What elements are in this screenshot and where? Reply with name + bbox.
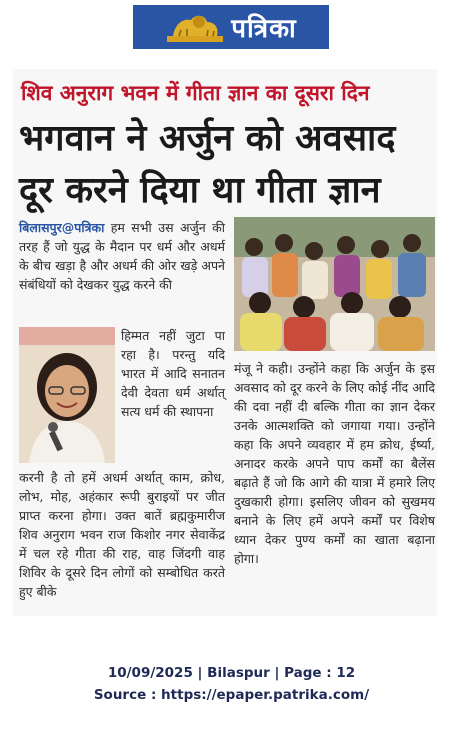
column-1-bottom: करनी है तो हमें अधर्म अर्थात् काम, क्रोध, लोभ, मोह, अहंकार रूपी बुराइयों पर जीत प्राप्त करना होगा। उक्त बातें ब्रह्मकुमारीज शिव अनुराग भवन राज किशोर नगर सेवाकेंद्र में चल रहे गीता की राह, वाह जिंदगी वाह शिविर के दूसरे दिन लोगों को सम्बोधित करते हुए बीके — [19, 470, 225, 599]
footer-source-line: Source : https://epaper.patrika.com/ — [93, 687, 370, 703]
article-headline — [19, 113, 435, 217]
event-audience-photo — [234, 217, 435, 351]
lion-emblem-icon — [165, 10, 225, 44]
headline-line-1: भगवान ने अर्जुन को अवसाद — [19, 118, 396, 159]
column-1-wrap: हिम्मत नहीं जुटा पा रहा है। परन्तु यदि भारत में आदि सनातन देवी देवता धर्म अर्थात् सत्य धर्म की स्थापना — [121, 328, 225, 419]
speaker-portrait — [19, 327, 115, 463]
footer-date-line: 10/09/2025 | Bilaspur | Page : 12 — [107, 665, 356, 681]
article-kicker: शिव अनुराग भवन में गीता ज्ञान का दूसरा दिन — [21, 81, 370, 105]
news-clipping — [13, 69, 437, 616]
column-1-top-text: हम सभी उस अर्जुन की तरह हैं जो युद्ध के मैदान पर धर्म और अधर्म के बीच खड़ा है और अधर्म की ओर खड़े अपने संबंधियों को देखकर युद्ध करने की — [19, 220, 225, 292]
headline-line-2: दूर करने दिया था गीता ज्ञान — [19, 170, 381, 211]
footer — [0, 662, 463, 706]
column-2: मंजू ने कही। उन्होंने कहा कि अर्जुन के इस अवसाद को दूर करने के लिए कोई नींद आदि की दवा नहीं दी बल्कि गीता का ज्ञान देकर उनके आत्मशक्ति को जगाया गया। उन्होंने कहा कि अपने व्यवहार में हम क्रोध, ईर्ष्या, अनादर करके अपने पाप कर्मों का बैलेंस बढ़ाते हैं जो कि आगे की यात्रा में हमारे लिए दुखकारी होगा। इसलिए जीवन को सुखमय बनाने के लिए हमें अपने कर्मों पर विशेष ध्यान देकर पुण्य कर्मों का खाता बढ़ाना होगा। — [234, 361, 435, 566]
dateline: बिलासपुर@पत्रिका — [19, 220, 105, 235]
masthead — [133, 5, 329, 49]
column-1-top — [19, 218, 225, 294]
brand-name: पत्रिका — [231, 14, 297, 44]
